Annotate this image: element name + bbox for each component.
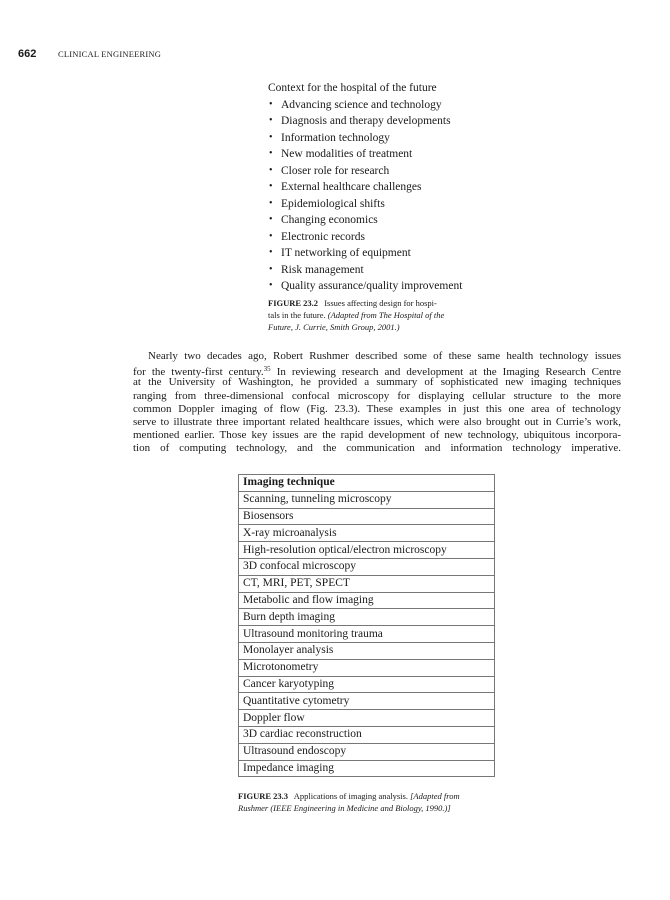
table-row — [239, 491, 495, 508]
table-cell: Microtonometry — [239, 659, 495, 676]
list-item: • Quality assurance/quality improvement — [268, 278, 528, 295]
imaging-techniques-table — [238, 474, 495, 777]
table-row — [239, 575, 495, 592]
bullet-icon: • — [269, 280, 273, 291]
table-row — [239, 676, 495, 693]
table-row — [239, 760, 495, 777]
page-number: 662 — [18, 48, 37, 60]
paragraph-line: ranging from three-dimensional confocal microscopy for displaying cellular structure to the more — [133, 389, 621, 402]
table-cell: Monolayer analysis — [239, 642, 495, 659]
table-row — [239, 508, 495, 525]
table-row — [239, 726, 495, 743]
column-header: Imaging technique — [239, 475, 495, 492]
paragraph-line: for the twenty-first century.$^{35}$ In reviewing research and development at the Imaging Research Centre — [133, 365, 621, 379]
table-row — [239, 558, 495, 575]
list-item: • Diagnosis and therapy developments — [268, 113, 528, 130]
bullet-icon: • — [269, 181, 273, 192]
running-head — [18, 47, 658, 61]
caption-source-2: Future, J. Currie, Smith Group, 2001.) — [268, 322, 400, 332]
table-cell: Cancer karyotyping — [239, 676, 495, 693]
paragraph-line: common Doppler imaging of flow (Fig. 23.3). These examples in just this one area of technology — [133, 402, 621, 415]
table-cell: Scanning, tunneling microscopy — [239, 491, 495, 508]
list-item: • Electronic records — [268, 229, 528, 246]
list-item: • Closer role for research — [268, 163, 528, 180]
figure-23-2-caption — [268, 297, 488, 333]
figure-label: FIGURE 23.2 — [268, 298, 319, 308]
table-cell: High-resolution optical/electron microscopy — [239, 542, 495, 559]
body-paragraph — [133, 350, 621, 469]
list-item: • Advancing science and technology — [268, 97, 528, 114]
caption-text-2: tals in the future. — [268, 310, 326, 320]
figure-23-3-caption — [238, 790, 508, 814]
table-row — [239, 710, 495, 727]
paragraph-line: serve to illustrate three important related healthcare issues, which were also brought out in Currie’s work, — [133, 415, 621, 428]
list-item: • IT networking of equipment — [268, 245, 528, 262]
bullet-icon: • — [269, 197, 273, 209]
paragraph-line: Nearly two decades ago, Robert Rushmer described some of these same health technology issues — [148, 350, 621, 362]
section-title: CLINICAL ENGINEERING — [58, 49, 162, 59]
bullet-icon: • — [269, 247, 273, 258]
table-row — [239, 659, 495, 676]
list-item: • External healthcare challenges — [268, 179, 528, 196]
paragraph-line — [133, 456, 621, 469]
table-cell: X-ray microanalysis — [239, 525, 495, 542]
table-cell: 3D confocal microscopy — [239, 558, 495, 575]
table-cell: Burn depth imaging — [239, 609, 495, 626]
list-item: • Risk management — [268, 262, 528, 279]
table-row — [239, 642, 495, 659]
bullet-icon: • — [269, 148, 273, 159]
caption-text: Applications of imaging analysis. — [293, 791, 408, 801]
table-row — [239, 525, 495, 542]
bullet-icon: • — [269, 98, 273, 110]
context-box — [268, 80, 528, 295]
table-cell: Impedance imaging — [239, 760, 495, 777]
table-row — [239, 743, 495, 760]
paragraph-line: tion of computing technology, and the communication and information technology imperative. — [133, 442, 621, 455]
table-row — [239, 693, 495, 710]
table-cell: Metabolic and flow imaging — [239, 592, 495, 609]
table-cell: Doppler flow — [239, 710, 495, 727]
bullet-icon: • — [269, 115, 273, 126]
figure-label: FIGURE 23.3 — [238, 791, 289, 801]
table-row — [239, 609, 495, 626]
table-cell: Ultrasound endoscopy — [239, 743, 495, 760]
caption-source: [Adapted from — [410, 791, 460, 801]
list-item: • Changing economics — [268, 212, 528, 229]
bullet-icon: • — [269, 164, 273, 176]
caption-source-2: Rushmer (IEEE Engineering in Medicine and Biology, 1990.)] — [238, 803, 451, 813]
table-cell: Biosensors — [239, 508, 495, 525]
table-cell: CT, MRI, PET, SPECT — [239, 575, 495, 592]
table-header-row — [239, 475, 495, 492]
paragraph-line: mentioned earlier. Those key issues are the rapid development of new technology, ubiquitous incorpora- — [133, 429, 621, 442]
table-cell: 3D cardiac reconstruction — [239, 726, 495, 743]
table-row — [239, 626, 495, 643]
table-row — [239, 592, 495, 609]
table-cell: Quantitative cytometry — [239, 693, 495, 710]
list-item: • New modalities of treatment — [268, 146, 528, 163]
reference-superscript: 35 — [263, 365, 271, 374]
bullet-icon: • — [269, 131, 273, 143]
context-list — [268, 97, 528, 295]
table-cell: Ultrasound monitoring trauma — [239, 626, 495, 643]
paragraph-line: at the University of Washington, he provided a summary of sophisticated new imaging techniques — [133, 376, 621, 389]
list-item: • Information technology — [268, 130, 528, 147]
bullet-icon: • — [269, 214, 273, 225]
bullet-icon: • — [269, 230, 273, 242]
context-heading: Context for the hospital of the future — [268, 82, 437, 94]
table-row — [239, 542, 495, 559]
caption-text: Issues affecting design for hospi- — [324, 298, 437, 308]
list-item: • Epidemiological shifts — [268, 196, 528, 213]
caption-source: (Adapted from The Hospital of the — [327, 310, 445, 320]
bullet-icon: • — [269, 263, 273, 275]
